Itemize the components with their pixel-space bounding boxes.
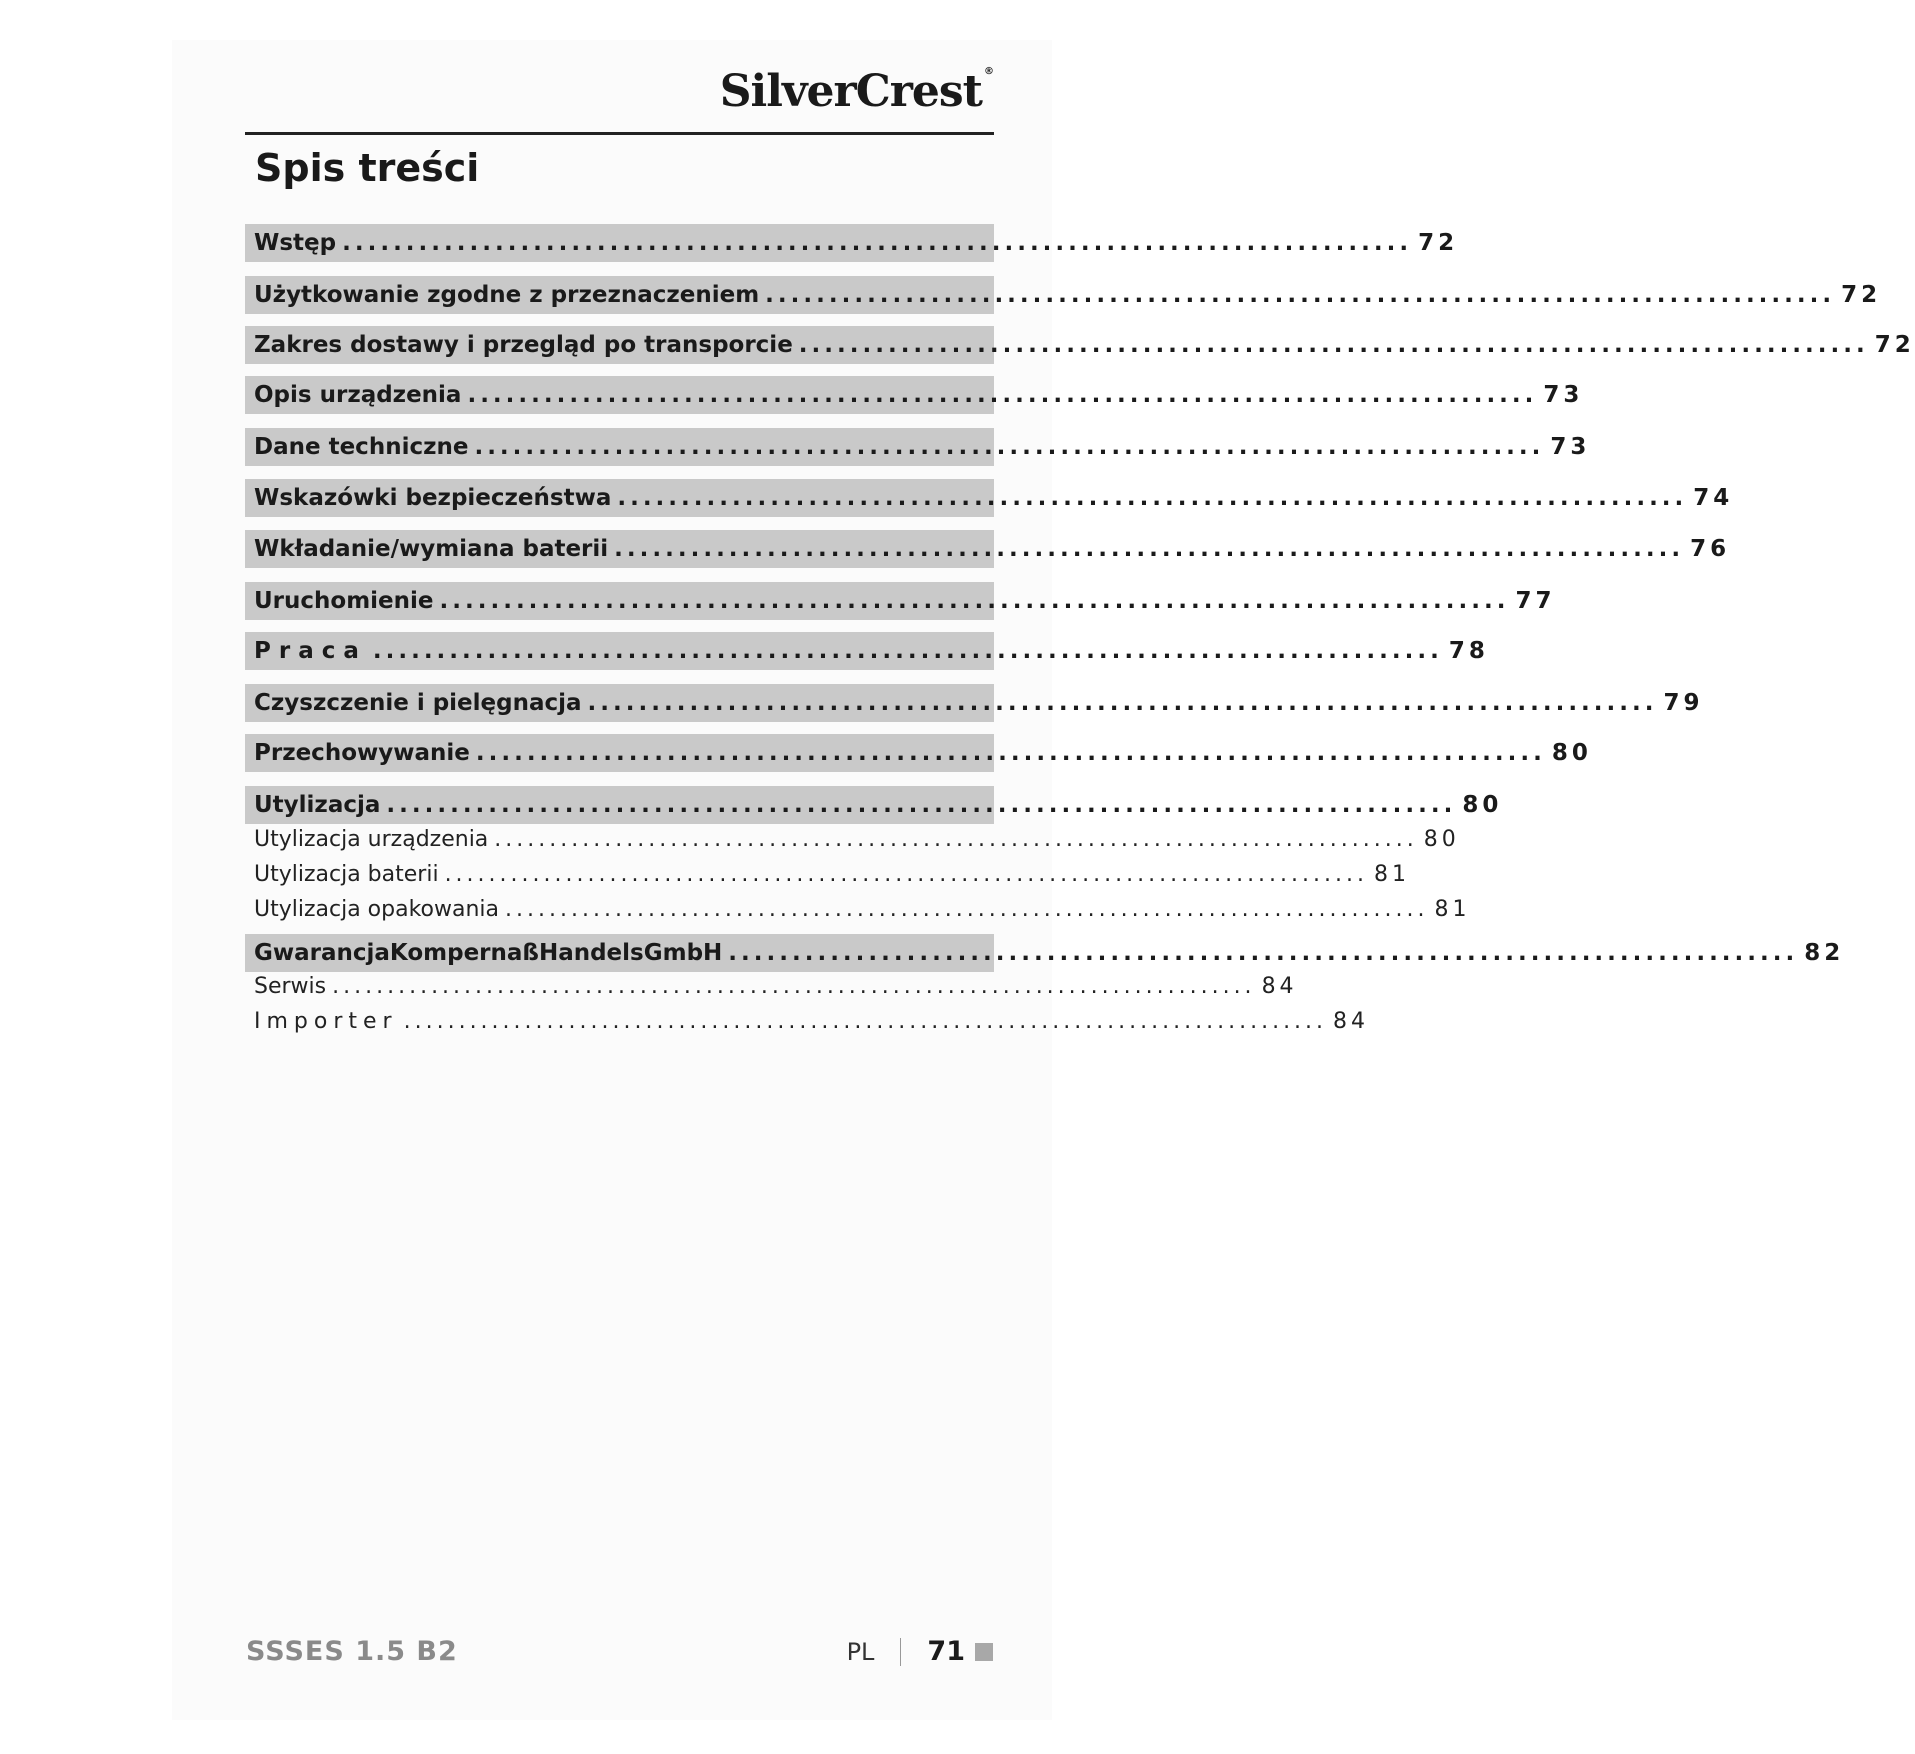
toc-subentry-serwis[interactable]: Serwis .................................................................................... 84 [254,974,1298,999]
model-number: SSSES 1.5 B2 [246,1636,458,1667]
toc-entry-praca[interactable]: Praca .................................................................................... 78 [254,638,1489,664]
header-rule [245,132,994,135]
toc-subentry-utylizacja-baterii[interactable]: Utylizacja baterii .................................................................................... 81 [254,862,1410,887]
toc-entry-dane-techniczne[interactable]: Dane techniczne .................................................................................... 73 [254,434,1591,460]
footer-page-info [847,1636,993,1667]
toc-entry-wstep[interactable]: Wstęp .................................................................................... 72 [254,230,1459,256]
toc-entry-opis-urzadzenia[interactable]: Opis urządzenia .................................................................................... 73 [254,382,1584,408]
page-title: Spis treści [255,146,480,190]
square-marker-icon [975,1643,993,1661]
toc-entry-zakres-dostawy[interactable]: Zakres dostawy i przegląd po transporcie .................................................................................... 72 [254,332,1915,358]
brand-logo: SilverCrest ® [719,66,993,117]
toc-entry-uruchomienie[interactable]: Uruchomienie .................................................................................... 77 [254,588,1556,614]
toc-entry-przechowywanie[interactable]: Przechowywanie .................................................................................... 80 [254,740,1592,766]
toc-entry-gwarancja[interactable]: GwarancjaKompernaßHandelsGmbH .................................................................................... 82 [254,940,1845,966]
toc-entry-utylizacja[interactable]: Utylizacja .................................................................................... 80 [254,792,1503,818]
toc-subentry-utylizacja-opakowania[interactable]: Utylizacja opakowania .................................................................................... 81 [254,897,1471,922]
toc-subentry-utylizacja-urzadzenia[interactable]: Utylizacja urządzenia .................................................................................... 80 [254,827,1460,852]
footer-divider [900,1638,901,1666]
toc-entry-wskazowki[interactable]: Wskazówki bezpieczeństwa .................................................................................... 74 [254,485,1734,511]
toc-entry-czyszczenie[interactable]: Czyszczenie i pielęgnacja .................................................................................... 79 [254,690,1704,716]
page-number: 71 [927,1636,965,1667]
toc-subentry-importer[interactable]: Importer .................................................................................... 84 [254,1009,1370,1034]
toc-entry-uzytkowanie[interactable]: Użytkowanie zgodne z przeznaczeniem .................................................................................... 72 [254,282,1882,308]
language-code: PL [846,1637,875,1666]
toc-entry-wkladanie-baterii[interactable]: Wkładanie/wymiana baterii .................................................................................... 76 [254,536,1731,562]
